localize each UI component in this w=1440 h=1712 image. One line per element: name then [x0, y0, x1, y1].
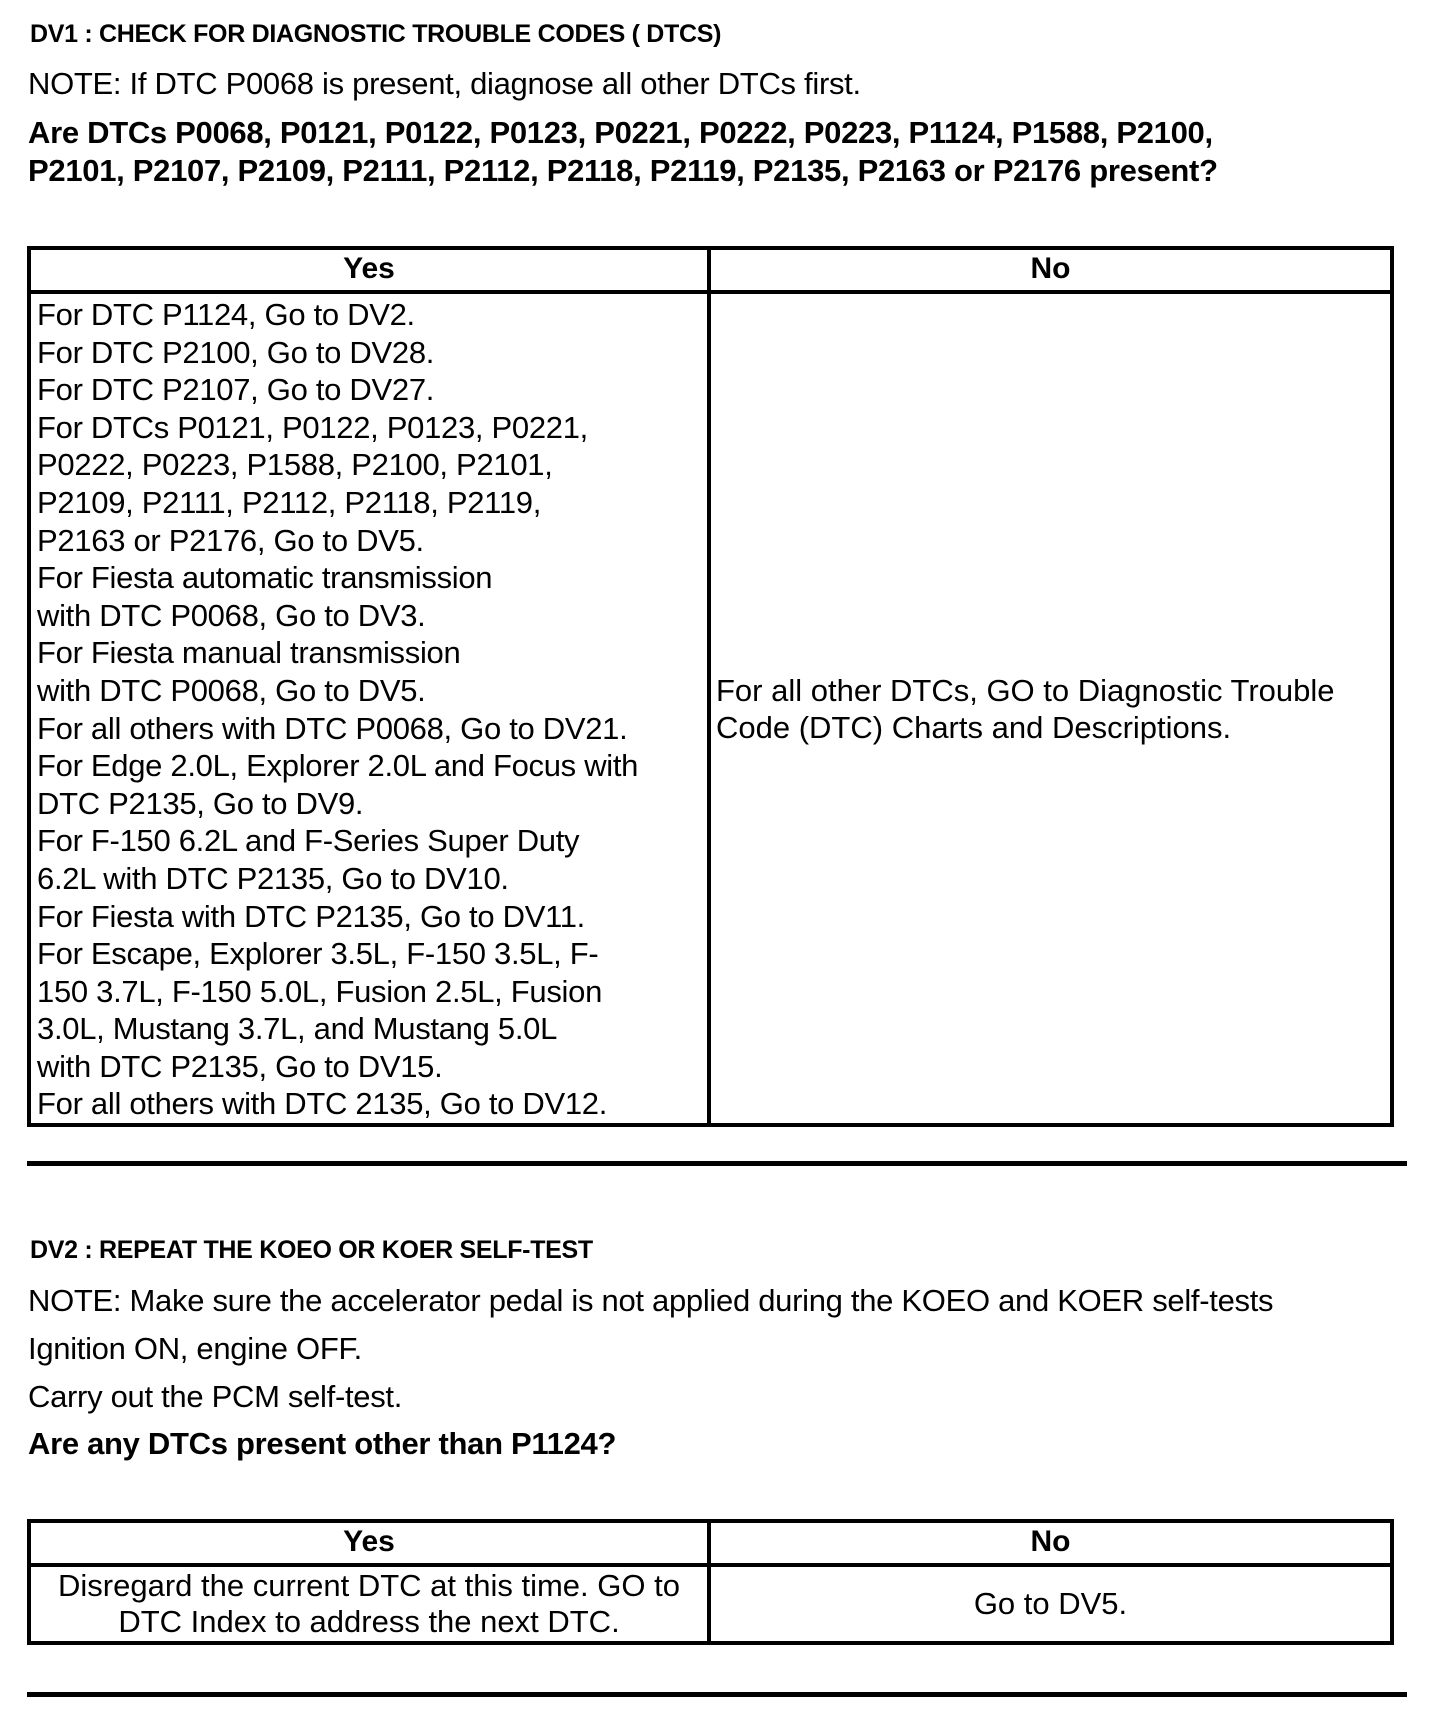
dv1-question-line2: P2101, P2107, P2109, P2111, P2112, P2118, P2119, P2135, P2163 or P2176 present? [28, 153, 1218, 188]
yes-line: with DTC P2135, Go to DV15. [37, 1048, 443, 1084]
dv1-question-line1: Are DTCs P0068, P0121, P0122, P0123, P0221, P0222, P0223, P1124, P1588, P2100, [28, 115, 1213, 150]
yes-line: 6.2L with DTC P2135, Go to DV10. [37, 860, 509, 896]
yes-header: Yes [31, 250, 711, 290]
dv1-decision-table [27, 246, 1394, 1127]
yes-line: For F-150 6.2L and F-Series Super Duty [37, 823, 580, 859]
yes-line: For Fiesta automatic transmission [37, 560, 493, 596]
dv2-note: NOTE: Make sure the accelerator pedal is not applied during the KOEO and KOER self-tests [28, 1283, 1274, 1318]
yes-line: For Escape, Explorer 3.5L, F-150 3.5L, F- [37, 936, 599, 972]
yes-line: For DTC P2100, Go to DV28. [37, 334, 435, 370]
yes-line: For DTC P2107, Go to DV27. [37, 372, 435, 408]
dv2-step-2: Carry out the PCM self-test. [28, 1379, 403, 1414]
dv1-yes-cell [31, 294, 711, 1123]
yes-line: with DTC P0068, Go to DV5. [37, 672, 426, 708]
dv2-question: Are any DTCs present other than P1124? [28, 1426, 617, 1461]
no-text: Go to DV5. [973, 1586, 1128, 1621]
no-line: Code (DTC) Charts and Descriptions. [716, 709, 1232, 745]
yes-line: For Fiesta with DTC P2135, Go to DV11. [37, 898, 585, 934]
no-header: No [1030, 1525, 1071, 1558]
dv2-step-1: Ignition ON, engine OFF. [28, 1331, 362, 1366]
section-divider [27, 1692, 1407, 1697]
yes-line: DTC P2135, Go to DV9. [37, 785, 364, 821]
no-header: No [1030, 252, 1071, 285]
dv2-title: DV2 : REPEAT THE KOEO OR KOER SELF-TEST [30, 1236, 593, 1264]
dv2-decision-table [27, 1519, 1394, 1645]
yes-line: Disregard the current DTC at this time. GO to [58, 1568, 680, 1603]
no-line: For all other DTCs, GO to Diagnostic Trouble [716, 672, 1335, 708]
yes-line: For Fiesta manual transmission [37, 635, 461, 671]
dv2-table-body [31, 1567, 1390, 1641]
yes-line: DTC Index to address the next DTC. [118, 1604, 620, 1639]
section-divider [27, 1161, 1407, 1166]
yes-header: Yes [31, 1523, 711, 1563]
yes-line: For DTCs P0121, P0122, P0123, P0221, [37, 409, 588, 445]
yes-line: P2109, P2111, P2112, P2118, P2119, [37, 484, 542, 520]
yes-line: 3.0L, Mustang 3.7L, and Mustang 5.0L [37, 1011, 558, 1047]
dv1-no-cell [711, 294, 1390, 1123]
yes-line: For all others with DTC P0068, Go to DV21. [37, 710, 628, 746]
yes-line: For Edge 2.0L, Explorer 2.0L and Focus with [37, 748, 639, 784]
yes-line: P0222, P0223, P1588, P2100, P2101, [37, 447, 553, 483]
yes-line: For DTC P1124, Go to DV2. [37, 297, 415, 332]
yes-line: with DTC P0068, Go to DV3. [37, 597, 426, 633]
dv2-no-cell [711, 1567, 1390, 1641]
yes-line: For all others with DTC 2135, Go to DV12. [37, 1086, 608, 1122]
yes-line: P2163 or P2176, Go to DV5. [37, 522, 424, 558]
dv2-table-header [31, 1523, 1390, 1567]
dv1-title: DV1 : CHECK FOR DIAGNOSTIC TROUBLE CODES ( DTCS) [30, 20, 722, 48]
dv1-table-body [31, 294, 1390, 1123]
dv1-table-header [31, 250, 1390, 294]
dv2-yes-cell [31, 1567, 711, 1641]
dv1-note: NOTE: If DTC P0068 is present, diagnose all other DTCs first. [28, 66, 861, 101]
yes-line: 150 3.7L, F-150 5.0L, Fusion 2.5L, Fusion [37, 973, 603, 1009]
